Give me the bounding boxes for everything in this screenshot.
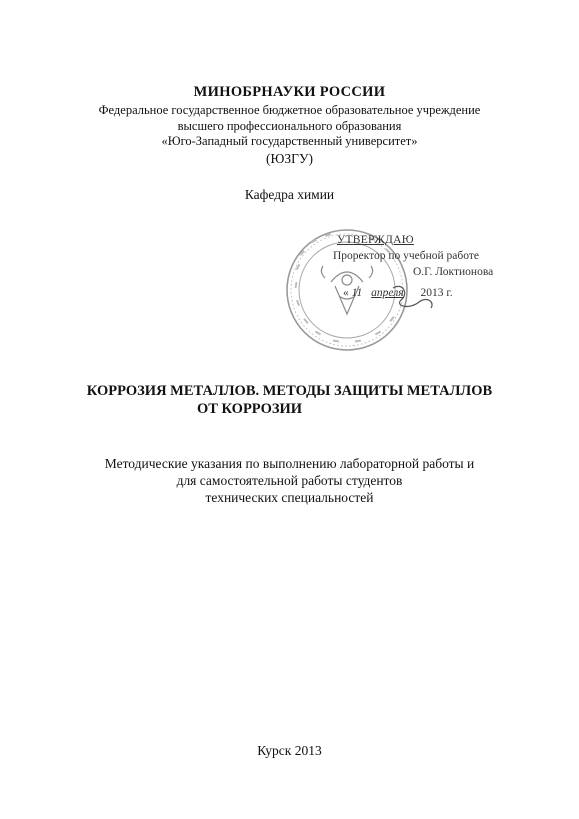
document-subtitle-line-2: для самостоятельной работы студентов <box>176 473 403 488</box>
institution-line-3: «Юго-Западный государственный университет» <box>161 134 418 148</box>
institution-abbreviation: (ЮЗГУ) <box>266 151 313 166</box>
approval-name: О.Г. Локтионова <box>413 266 494 278</box>
document-title-line-2: ОТ КОРРОЗИИ <box>196 401 303 417</box>
department-name: Кафедра химии <box>244 187 335 202</box>
approval-title: УТВЕРЖДАЮ <box>337 234 414 246</box>
institution-line-1: Федеральное государственное бюджетное образовательное учреждение <box>98 103 481 117</box>
city-year: Курск 2013 <box>257 743 322 758</box>
document-subtitle-line-1: Методические указания по выполнению лабораторной работы и <box>104 456 475 471</box>
date-year: 2013 г. <box>420 287 453 299</box>
approval-stamp-block <box>285 222 525 362</box>
document-title-line-1: КОРРОЗИЯ МЕТАЛЛОВ. МЕТОДЫ ЗАЩИТЫ МЕТАЛЛОВ <box>86 383 493 399</box>
approval-position: Проректор по учебной работе <box>333 250 479 262</box>
document-subtitle-line-3: технических специальностей <box>205 490 374 505</box>
ministry-name: МИНОБРНАУКИ РОССИИ <box>193 84 386 100</box>
date-month: апреля <box>371 287 404 299</box>
institution-line-2: высшего профессионального образования <box>177 119 402 133</box>
approval-date <box>343 287 453 299</box>
date-quote-open: « <box>343 287 349 299</box>
date-day: 11 <box>351 287 363 299</box>
